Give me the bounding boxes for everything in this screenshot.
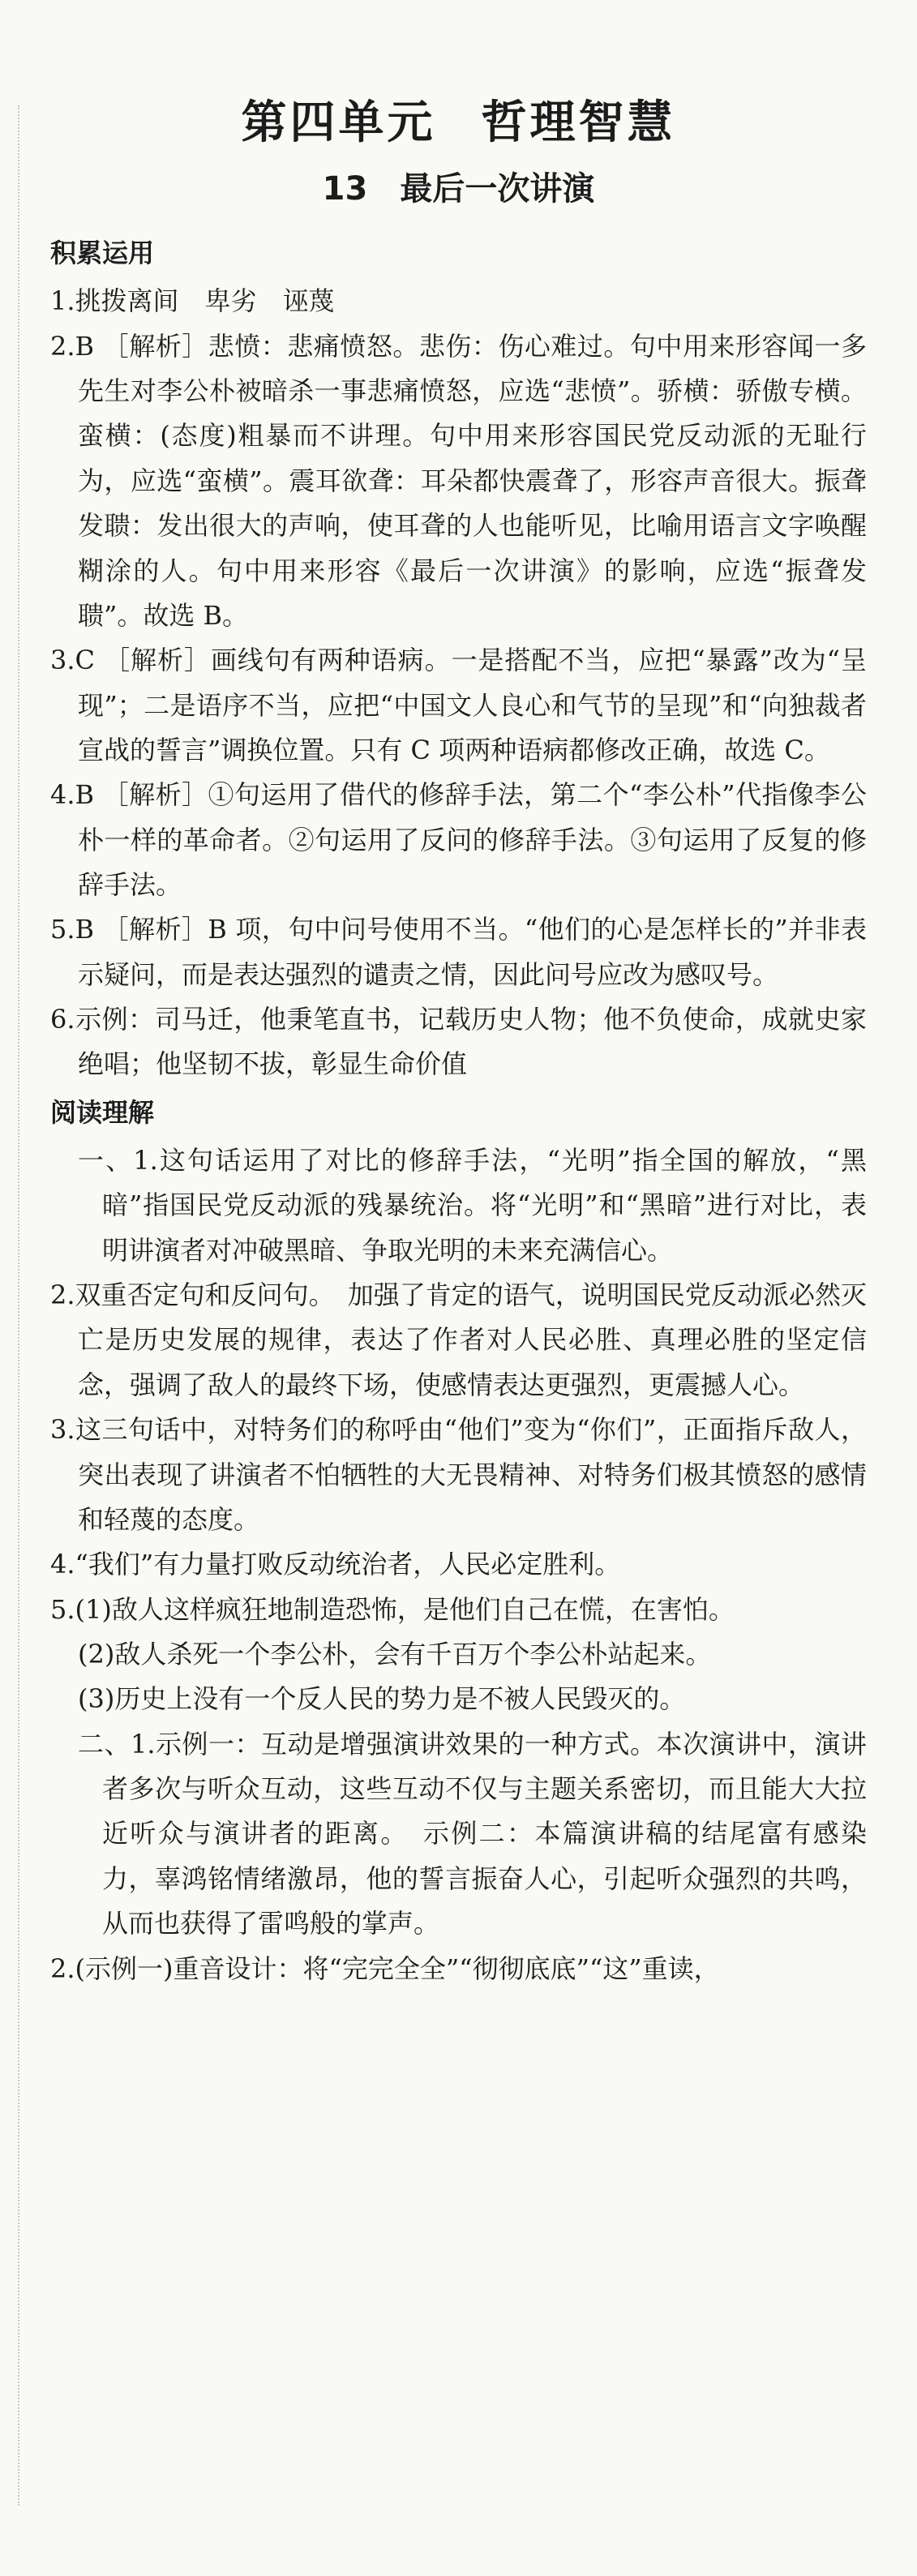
answer-item: 4.B ［解析］①句运用了借代的修辞手法，第二个“李公朴”代指像李公朴一样的革命者。②句运用了反问的修辞手法。③句运用了反复的修辞手法。: [50, 779, 867, 901]
section-reading: 阅读理解: [50, 1096, 155, 1128]
answer-item: 2.B ［解析］悲愤：悲痛愤怒。悲伤：伤心难过。句中用来形容闻一多先生对李公朴被暗杀一事悲痛愤怒，应选“悲愤”。骄横：骄傲专横。蛮横：(态度)粗暴而不讲理。句中用来形容国民党反动派的无耻行为，应选“蛮横”。震耳欲聋：耳朵都快震聋了，形容声音很大。振聋发聩：发出很大的声响，使耳聋的人也能听见，比喻用语言文字唤醒糊涂的人。句中用来形容《最后一次讲演》的影响，应选“振聋发聩”。故选 B。: [50, 330, 867, 631]
lesson-name: 最后一次讲演: [400, 170, 595, 208]
answer-item: 二、1.示例一：互动是增强演讲效果的一种方式。本次演讲中，演讲者多次与听众互动，这些互动不仅与主题关系密切，而且能大大拉近听众与演讲者的距离。 示例二：本篇演讲稿的结尾富有感染力，辜鸿铭情绪激昂，他的誓言振奋人心，引起听众强烈的共鸣，从而也获得了雷鸣般的掌声。: [78, 1728, 867, 1940]
answer-item: 3.C ［解析］画线句有两种语病。一是搭配不当，应把“暴露”改为“呈现”；二是语序不当，应把“中国文人良心和气节的呈现”和“向独裁者宣战的誓言”调换位置。只有 C 项两种语病都修改正确，故选 C。: [50, 645, 867, 765]
answer-item: 5.B ［解析］B 项，句中问号使用不当。“他们的心是怎样长的”并非表示疑问，而是表达强烈的谴责之情，因此问号应改为感叹号。: [50, 914, 867, 990]
answer-item: 4.“我们”有力量打败反动统治者，人民必定胜利。: [50, 1549, 621, 1580]
section-accumulate: 积累运用: [50, 238, 155, 269]
lesson-title: [50, 169, 867, 208]
answer-item: 2.(示例一)重音设计：将“完完全全”“彻彻底底”“这”重读，: [50, 1952, 720, 1984]
answer-item: 3.这三句话中，对特务们的称呼由“他们”变为“你们”，正面指斥敌人，突出表现了讲演者不怕牺牲的大无畏精神、对特务们极其愤怒的感情和轻蔑的态度。: [50, 1414, 867, 1535]
answer-item: (3)历史上没有一个反人民的势力是不被人民毁灭的。: [78, 1683, 686, 1715]
lesson-number: 13: [322, 170, 368, 208]
answer-item: 6.示例：司马迁，他秉笔直书，记载历史人物；他不负使命，成就史家绝唱；他坚韧不拔，彰显生命价值: [50, 1004, 867, 1080]
answer-item: 2.双重否定句和反问句。 加强了肯定的语气，说明国民党反动派必然灭亡是历史发展的规律，表达了作者对人民必胜、真理必胜的坚定信念，强调了敌人的最终下场，使感情表达更强烈，更震撼人心。: [50, 1279, 867, 1400]
answer-item: 1.挑拨离间 卑劣 诬蔑: [50, 285, 335, 317]
binding-edge: [18, 105, 20, 2505]
unit-theme: 哲理智慧: [481, 96, 676, 149]
answer-item: 一、1.这句话运用了对比的修辞手法，“光明”指全国的解放，“黑暗”指国民党反动派的残暴统治。将“光明”和“黑暗”进行对比，表明讲演者对冲破黑暗、争取光明的未来充满信心。: [78, 1145, 867, 1266]
answer-item: (2)敌人杀死一个李公朴，会有千百万个李公朴站起来。: [78, 1638, 712, 1669]
answer-item: 5.(1)敌人这样疯狂地制造恐怖，是他们自己在慌，在害怕。: [50, 1593, 735, 1625]
unit-title: [50, 96, 867, 150]
unit-label: 第四单元: [241, 96, 436, 149]
